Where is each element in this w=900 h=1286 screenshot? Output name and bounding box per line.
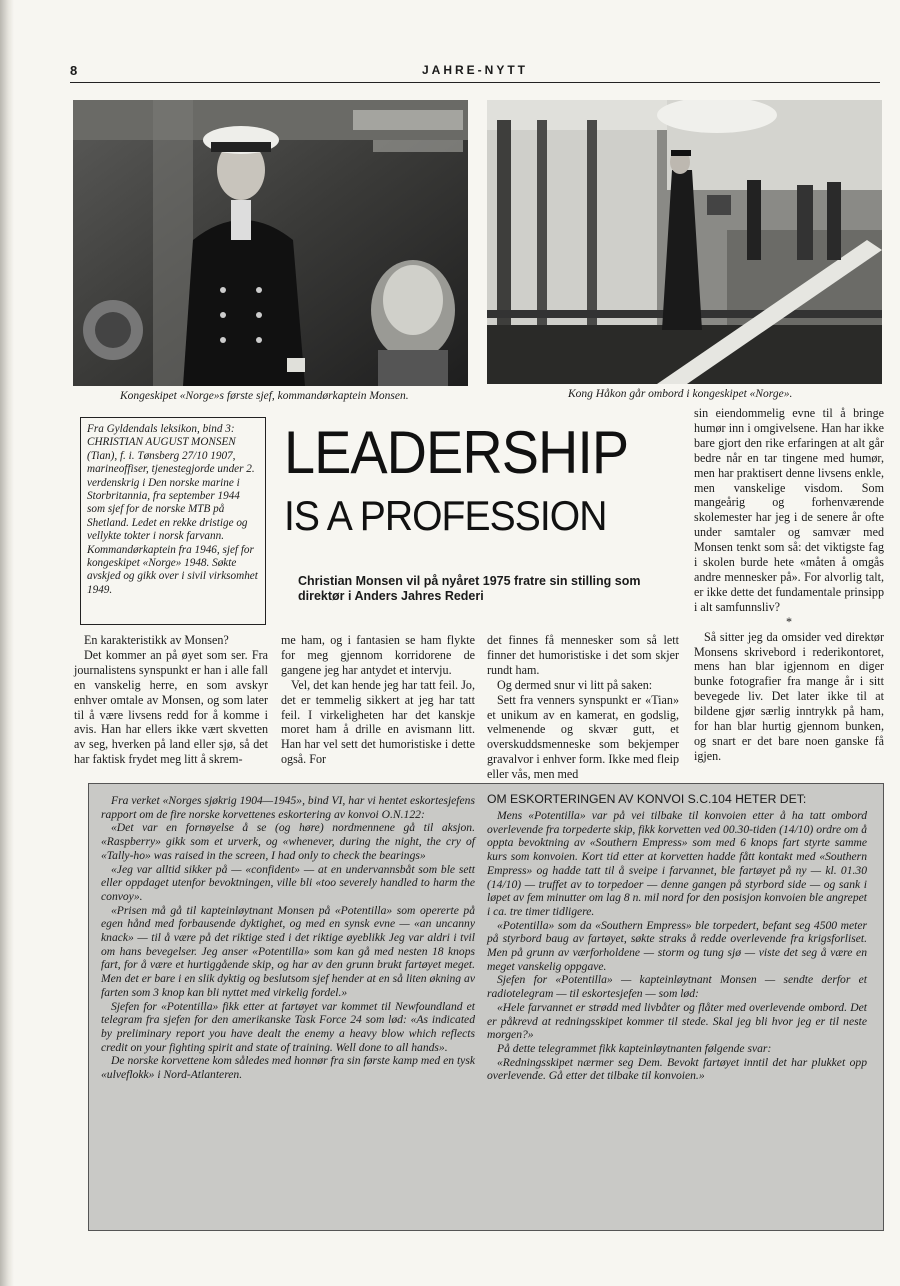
paragraph: Mens «Potentilla» var på vei tilbake til konvoien etter å ha tatt ombord overlevende fra torpederte skip, fikk korvetten ved 00.30-tiden (14/10) ordre om å oppta bevoktning av «Southern Empress» som med 6 knops fart styrte samme kurs som konvoien. Kort tid etter at korvetten hadde fått kontakt med «Southern Empress» og hadde tatt til å sveipe i farvannet, ble fartøyet på ny — kl. 01.30 (14/10) — truffet av to torpedoer — denne gangen på styrbord side — og sank i løpet av fem minutter om lag 8 n. mil nord for den posisjon konvoien ble angrepet i ca. tre timer tidligere. <box>487 809 867 918</box>
paragraph: «Det var en fornøyelse å se (og høre) nordmennene gå til aksjon. «Raspberry» gikk som et urverk, og «whenever, during the night, the cry of «Tally-ho» was raised in the screen, I had only to check the bearings» <box>101 821 475 862</box>
paragraph: «Hele farvannet er strødd med livbåter og flåter med overlevende ombord. Det er påkrevd at redningsskipet kommer til stede. Skal jeg bli hvor jeg er til neste morgen?» <box>487 1000 867 1042</box>
paragraph: det finnes få mennesker som så lett finner det humoristiske i det som skjer rundt ham. <box>487 633 679 677</box>
photo-king-boarding <box>487 100 882 384</box>
paragraph: me ham, og i fantasien se ham flykte for meg gjennom korridorene de gangene jeg har antydet et intervju. <box>281 633 475 677</box>
article-deck: Christian Monsen vil på nyåret 1975 fratre sin stilling som direktør i Anders Jahres Rederi <box>298 574 641 603</box>
paragraph: På dette telegrammet fikk kapteinløytnanten følgende svar: <box>497 1041 772 1055</box>
encyclopedia-box <box>80 417 266 625</box>
convoy-sc104-report <box>487 792 867 1083</box>
paragraph: «Jeg var alltid sikker på — «confident» — at en undervannsbåt som ble sett eller oppdaget utenfor bevoktningen, ville bli «too severely handled to harm the convoy». <box>101 862 475 903</box>
headline-line2: IS A PROFESSION <box>284 492 607 539</box>
page-header <box>70 63 880 83</box>
paragraph: Sjefen for «Potentilla» fikk etter at fartøyet var kommet til Newfoundland et telegram fra sjefen for den amerikanske Task Force 24 som lød: «As indicated by preliminary report you have dealt the enemy a heavy blow which reflects credit on your fighting spirit and state of training. Well done to all hands». <box>101 999 475 1054</box>
paragraph: Vel, det kan hende jeg har tatt feil. Jo, det er temmelig sikkert at jeg har tatt feil. I virkeligheten har det kanskje moret ham å drille en avismann litt. Han har vel sett det humoristiske i dette også. For <box>281 677 475 767</box>
left-photo-caption: Kongeskipet «Norge»s første sjef, kommandørkaptein Monsen. <box>120 390 409 402</box>
right-photo-caption: Kong Håkon går ombord i kongeskipet «Norge». <box>568 388 793 400</box>
headline-line1: LEADERSHIP <box>284 419 629 486</box>
publication-title: JAHRE-NYTT <box>421 63 528 77</box>
page-number: 8 <box>70 63 78 78</box>
paragraph: Sett fra venners synspunkt er «Tian» et unikum av en kamerat, en godslig, velmenende og skvær gutt, et overskuddsmenneske som bekjemper gravalvor i enhver form. Ikke med fleip eller vås, men med <box>487 692 679 782</box>
paragraph: Fra verket «Norges sjøkrig 1904—1945», bind VI, har vi hentet eskortesjefens rapport om de fire norske korvettenes eskortering av konvoi O.N.122: <box>101 794 475 821</box>
body-column-2 <box>281 633 475 767</box>
page-edge <box>0 0 14 1286</box>
paragraph: De norske korvettene kom således med honnør fra sin første kamp med en tysk «ulveflokk» i Nord-Atlanteren. <box>101 1054 475 1082</box>
paragraph: sin eiendommelig evne til å bringe humør inn i omgivelsene. Han har ikke bare gjort den rike erfaringen at alt går bedre når en tar tingene med humør, men har praktisert denne livsens enkle, men vanskelige visdom. Som mangeårig og forhenværende skolemester har jeg i de senere år ofte under samtaler og samvær med Monsen tenkt som så: det viktigste fag i skolen burde hete «måten å omgås andre mennesker på». For alvorlig talt, er ikke dette det fundamentale prinsipp i alt samfunnsliv? <box>694 406 884 614</box>
paragraph: Så sitter jeg da omsider ved direktør Monsens skrivebord i rederikontoret, mens han blar igjennom en diger bunke fotografier fra mange år i sitt bevegede liv. Det later ikke til at bildene gjør særlig inntrykk på ham, for han blar hurtig gjennom bunken, og snart er det bare noen ganske få igjen. <box>694 629 884 763</box>
body-column-4 <box>694 406 884 764</box>
section-separator: * <box>785 614 793 629</box>
body-column-3 <box>487 633 679 782</box>
encyclopedia-text: Fra Gyldendals leksikon, bind 3: CHRISTIAN AUGUST MONSEN (Tian), f. i. Tønsberg 27/10 1907, marineoffiser, tjenestegjorde under 2. verdenskrig i Den norske marine i Storbritannia, fra september 1944 som sjef for de norske MTB på Shetland. Ledet en rekke dristige og vellykte tokter i norsk farvann. Kommandørkaptein fra 1946, sjef for kongeskipet «Norge» 1948. Søkte avskjed og gikk over i sivil virksomhet 1949. <box>87 423 258 596</box>
paragraph: Sjefen for «Potentilla» — kapteinløytnant Monsen — sendte derfor et radiotelegram — til eskortesjefen — som lød: <box>487 973 867 1001</box>
section-title: OM ESKORTERINGEN AV KONVOI S.C.104 HETER DET: <box>487 792 807 806</box>
paragraph: «Prisen må gå til kapteinløytnant Monsen på «Potentilla» som opererte på egen hånd med forbausende dyktighet, og med en synsk evne — «an uncanny knack» — til å være på det riktige sted i det riktige øyeblikk Jeg var aldri i tvil om hans bevegelser. Jeg anser «Potentilla» som kan gå med nesten 18 knops fart, for å være et hurtiggående skip, og har av den grunn brukt fartøyet meget. Men det er bare i en slik dyktig og beslutsom sjef hender at en så liten økning av farten som 3 knop kan bli nyttet med virkelig fordel.» <box>101 903 475 999</box>
historical-excerpt-box <box>88 783 884 1231</box>
paragraph: Det kommer an på øyet som ser. Fra journalistens synspunkt er han i alle fall en vanskelig herre, en som avskyr enhver omtale av Monsen, og som later til å være livsens redd for å komme i avis. Han har ellers ikke vært skvetten av seg, hverken på land eller sjø, så det har faktisk frydet meg litt å skrem- <box>74 647 268 767</box>
paragraph: Og dermed snur vi litt på saken: <box>497 677 653 692</box>
convoy-on122-report <box>101 794 475 1082</box>
photo-commander-portrait <box>73 100 468 386</box>
body-column-1 <box>74 633 268 767</box>
paragraph: «Potentilla» som da «Southern Empress» ble torpedert, befant seg 4500 meter på styrbord baug av fartøyet, søkte straks å redde overlevende fra krigsforliset. Men på grunn av værforholdene — storm og tung sjø — viste det seg å være en meget vanskelig oppgave. <box>487 918 867 973</box>
paragraph: «Redningsskipet nærmer seg Dem. Bevokt fartøyet inntil det har plukket opp overlevende. Gå etter det tilbake til konvoien.» <box>487 1055 867 1083</box>
paragraph: En karakteristikk av Monsen? <box>84 633 229 647</box>
